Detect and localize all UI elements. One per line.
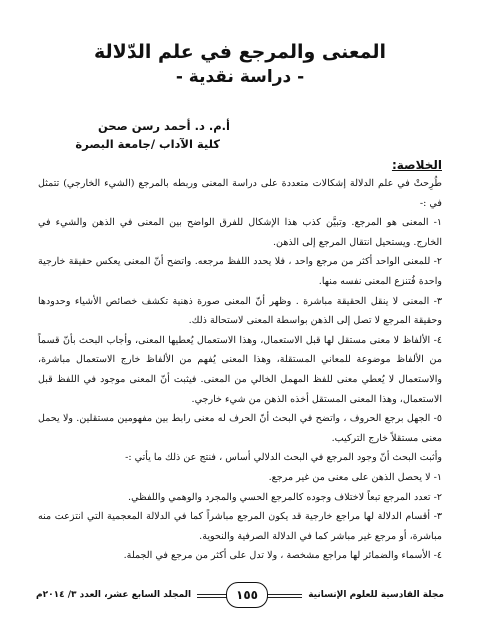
abstract-body [38,174,442,566]
page-footer [36,584,444,606]
author-affiliation: كلية الآداب /جامعة البصرة [75,137,220,151]
page-number: ١٥٥ [226,582,268,608]
journal-name: مجلة القادسية للعلوم الإنسانية [302,584,444,606]
abstract-heading: الخلاصة: [391,158,442,172]
paper-title: المعنى والمرجع في علم الدّلالة [94,41,386,63]
paper-subtitle: - دراسة نقدية - [175,67,305,87]
volume-issue: المجلد السابع عشر، العدد ٣/ ٢٠١٤م [36,584,197,606]
abstract-paragraph: ٥- الجهل برجع الحروف ، واتضح في البحث أنّ الحرف له معنى رابط بين مفهومين مستقلين. ولا يحمل معنى مستقلاً خارج التركيب. [38,413,442,444]
abstract-paragraph: ٣- المعنى لا ينقل الحقيقة مباشرة . وظهر أنّ المعنى صورة ذهنية تكشف خصائص الأشياء وحدودها وحقيقة المرجع لا تصل إلى الذهن بواسطة المعنى لاستحالة ذلك. [38,295,442,327]
abstract-paragraph: ١- لا يحصل الذهن على معنى من غير مرجع. [268,471,442,483]
author-name: أ.م. د. أحمد رسن صحن [97,119,230,133]
abstract-paragraph: ٢- تعدد المرجع تبعاً لاختلاف وجوده كالمرجع الحسي والمجرد والوهمي واللفظي. [128,491,442,503]
abstract-paragraph: وأثبت البحث أنّ وجود المرجع في البحث الدلالي أساس ، فنتج عن ذلك ما يأتي :- [125,452,442,464]
abstract-paragraph: ٤- الأسماء والضمائر لها مراجع مشخصة ، ولا تدل على أكثر من مرجع في الجملة. [123,550,442,562]
abstract-paragraph: ٣- أقسام الدلالة لها مراجع خارجية قد يكون المرجع مباشراً كما في الدلالة المعجمية التي انتزعت منه مباشرة، أو مرجع غير مباشر كما في الدلالة الصرفية والنحوية. [38,511,442,542]
abstract-paragraph: ٤- الألفاظ لا معنى مستقل لها قبل الاستعمال، وهذا الاستعمال يُعطيها المعنى، وأجاب البحث بأنّ قسماً من الألفاظ موضوعة للمعاني المستقلة، وهذا المعنى يُفهم من الألفاظ خارج الاستعمال مباشرة، والاستعمال لا يُعطي معنى للفظ المهمل الخالي من المعنى. فيثبت أنّ المعنى موجود في اللفظ قبل الاستعمال، وهذا المعنى المستقل أخذه الذهن من شيء خارجي. [38,334,442,405]
abstract-paragraph: ١- المعنى هو المرجع. وتبيَّن كذب هذا الإشكال للفرق الواضح بين المعنى في الذهن والشيء في الخارج. ويستحيل انتقال المرجع إلى الذهن. [38,217,442,248]
abstract-paragraph: طُرِحتْ في علم الدلالة إشكالات متعددة على دراسة المعنى وربطه بالمرجع (الشيء الخارجي) تتمثل في :- [38,178,442,209]
abstract-paragraph: ٢- للمعنى الواحد أكثر من مرجع واحد ، فلا يحدد اللفظ مرجعه. واتضح أنّ المعنى يعكس حقيقة خارجية واحدة فُتنزع المعنى نفسه منها. [38,256,442,287]
